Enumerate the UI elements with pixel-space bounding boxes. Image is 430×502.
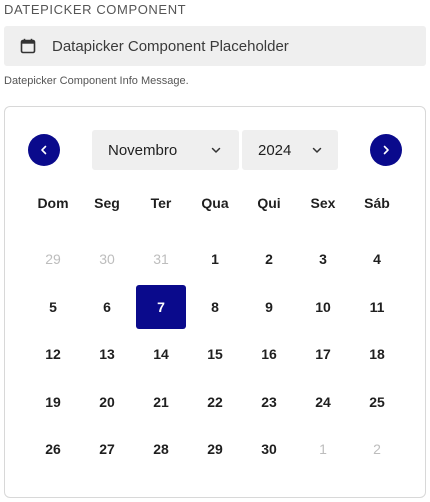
weekday-label: Sex — [310, 195, 336, 211]
calendar-day[interactable]: 2 — [265, 251, 273, 267]
weekday-label: Qui — [257, 195, 281, 211]
calendar-day[interactable]: 19 — [45, 394, 61, 410]
calendar-day[interactable]: 20 — [99, 394, 115, 410]
calendar-day[interactable]: 18 — [369, 346, 385, 362]
calendar-day[interactable]: 26 — [45, 441, 61, 457]
calendar-day[interactable]: 8 — [211, 299, 219, 315]
calendar-day[interactable]: 5 — [49, 299, 57, 315]
calendar-day[interactable]: 13 — [99, 346, 115, 362]
year-select-value: 2024 — [258, 141, 292, 159]
weekday-label: Seg — [94, 195, 120, 211]
calendar-day[interactable]: 29 — [207, 441, 223, 457]
calendar-icon[interactable] — [20, 38, 36, 54]
calendar-day[interactable]: 30 — [261, 441, 277, 457]
calendar-day[interactable]: 22 — [207, 394, 223, 410]
outside-day[interactable]: 31 — [153, 251, 169, 267]
chevron-down-icon — [211, 145, 221, 155]
info-message: Datepicker Component Info Message. — [4, 75, 189, 87]
calendar-day[interactable]: 6 — [103, 299, 111, 315]
calendar-day[interactable]: 28 — [153, 441, 169, 457]
calendar-day[interactable]: 9 — [265, 299, 273, 315]
weekday-label: Qua — [201, 195, 229, 211]
calendar-day[interactable]: 3 — [319, 251, 327, 267]
calendar-day[interactable]: 15 — [207, 346, 223, 362]
calendar-day[interactable]: 21 — [153, 394, 169, 410]
calendar-day[interactable]: 4 — [373, 251, 381, 267]
weekday-header — [5, 195, 425, 219]
weekday-label: Ter — [150, 195, 172, 211]
weekday-label: Dom — [37, 195, 69, 211]
calendar-day[interactable]: 1 — [211, 251, 219, 267]
month-select[interactable] — [92, 130, 239, 170]
next-month-button[interactable] — [370, 134, 402, 166]
month-select-value: Novembro — [108, 141, 178, 159]
calendar-day[interactable]: 27 — [99, 441, 115, 457]
calendar-panel — [4, 106, 426, 498]
outside-day[interactable]: 2 — [373, 441, 381, 457]
selected-day[interactable]: 7 — [136, 285, 186, 329]
calendar-day[interactable]: 23 — [261, 394, 277, 410]
calendar-day[interactable]: 12 — [45, 346, 61, 362]
outside-day[interactable]: 30 — [99, 251, 115, 267]
calendar-day[interactable]: 10 — [315, 299, 331, 315]
chevron-right-icon — [381, 145, 391, 155]
weekday-label: Sáb — [364, 195, 390, 211]
calendar-day[interactable]: 17 — [315, 346, 331, 362]
chevron-down-icon — [312, 145, 322, 155]
year-select[interactable] — [242, 130, 338, 170]
chevron-left-icon — [39, 145, 49, 155]
field-label: DATEPICKER COMPONENT — [4, 2, 187, 17]
calendar-day[interactable]: 14 — [153, 346, 169, 362]
prev-month-button[interactable] — [28, 134, 60, 166]
date-input[interactable] — [4, 26, 426, 66]
calendar-day[interactable]: 11 — [369, 299, 385, 315]
outside-day[interactable]: 29 — [45, 251, 61, 267]
outside-day[interactable]: 1 — [319, 441, 327, 457]
date-input-placeholder[interactable]: Datapicker Component Placeholder — [52, 37, 289, 55]
calendar-day[interactable]: 25 — [369, 394, 385, 410]
calendar-day[interactable]: 24 — [315, 394, 331, 410]
calendar-day[interactable]: 16 — [261, 346, 277, 362]
